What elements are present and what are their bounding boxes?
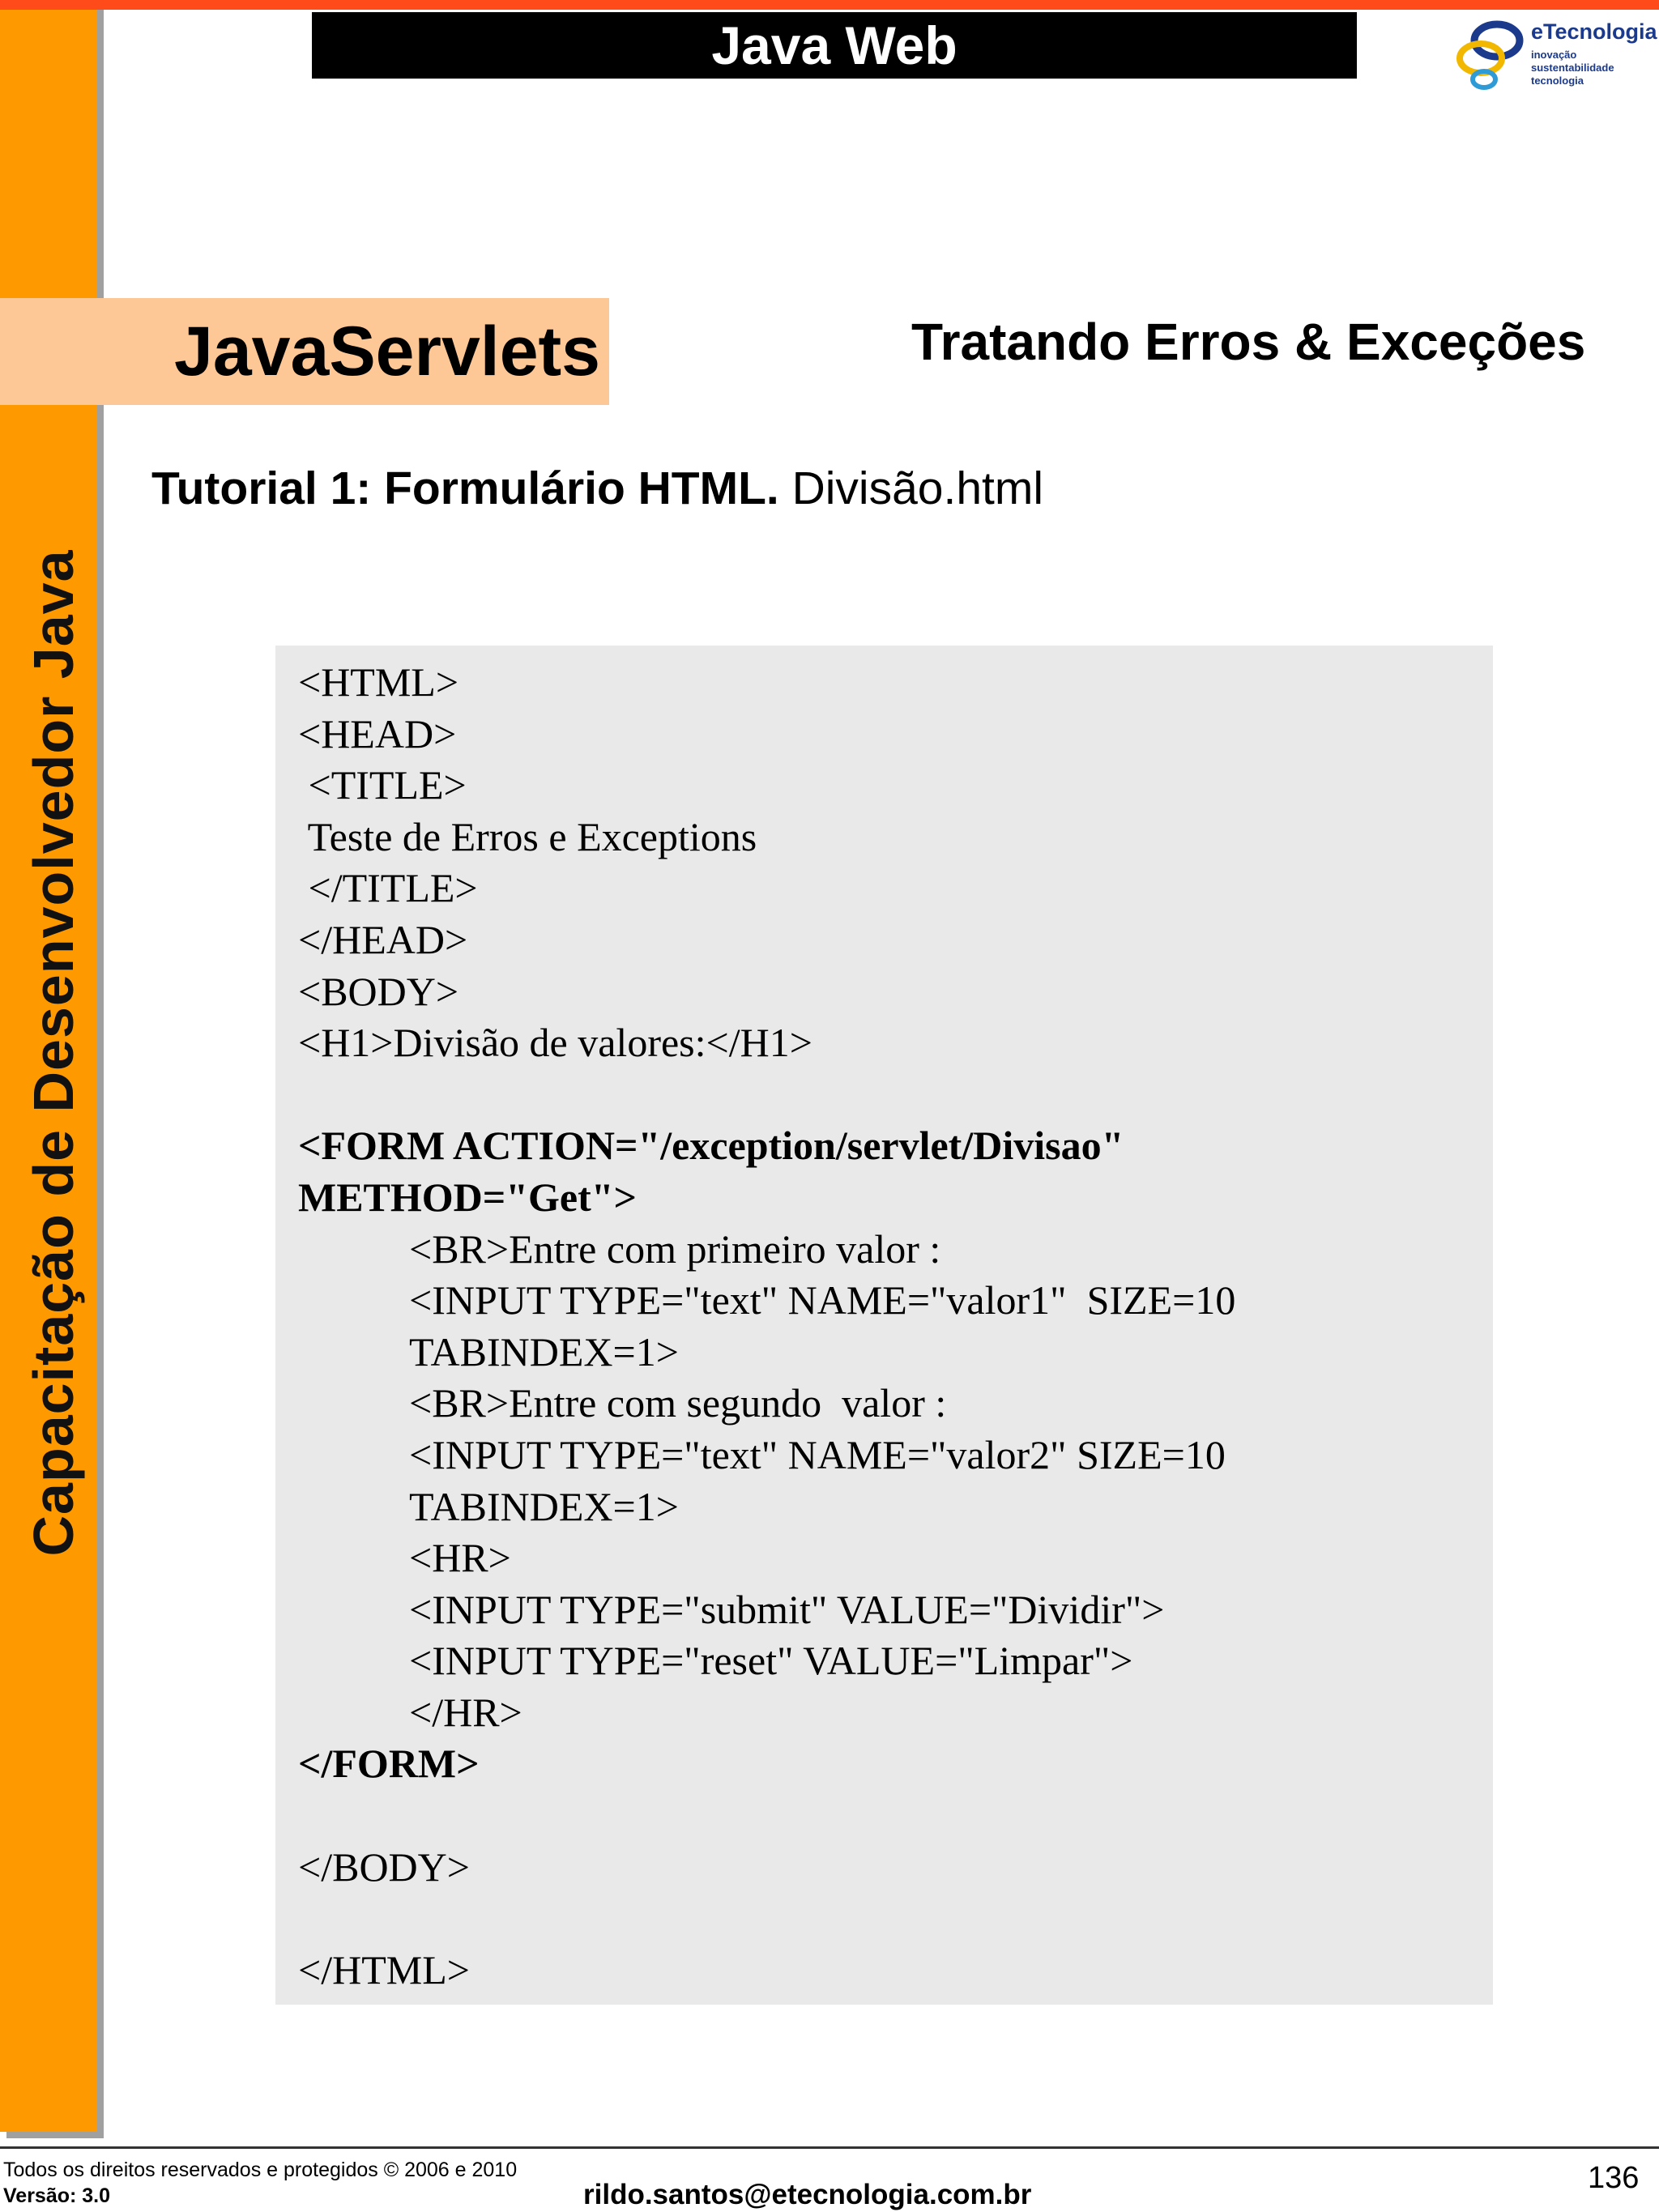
code-line: <TITLE> — [298, 762, 467, 808]
code-line: METHOD="Get"> — [298, 1174, 638, 1220]
logo-tagline: sustentabilidade — [1531, 62, 1614, 74]
tutorial-filename: Divisão.html — [791, 462, 1044, 514]
etecnologia-logo — [1450, 16, 1657, 97]
code-line-blank — [275, 1893, 1493, 1945]
tutorial-label: Tutorial 1: Formulário HTML. — [151, 462, 779, 514]
code-line: <FORM ACTION="/exception/servlet/Divisao" — [298, 1123, 1124, 1169]
code-line-blank — [275, 1790, 1493, 1842]
code-line: <HTML> — [298, 659, 459, 705]
tutorial-heading — [151, 462, 1043, 515]
subject-title: Tratando Erros & Exceções — [911, 313, 1586, 371]
code-line: <INPUT TYPE="reset" VALUE="Limpar"> — [409, 1638, 1133, 1684]
logo-rings-icon — [1450, 16, 1531, 97]
code-line: <INPUT TYPE="submit" VALUE="Dividir"> — [409, 1586, 1165, 1632]
header-title: Java Web — [312, 12, 1357, 79]
code-line: </HTML> — [298, 1946, 470, 1993]
side-bar-shadow-bottom — [6, 2132, 104, 2138]
page-number: 136 — [1588, 2161, 1640, 2195]
code-line: <BR>Entre com primeiro valor : — [409, 1225, 941, 1272]
footer-copyright: Todos os direitos reservados e protegidos © 2006 e 2010 — [3, 2159, 518, 2181]
logo-tagline: inovação — [1531, 49, 1577, 61]
code-line: <INPUT TYPE="text" NAME="valor2" SIZE=10 — [409, 1431, 1226, 1477]
section-title: JavaServlets — [174, 313, 600, 390]
code-line: <BODY> — [298, 968, 459, 1014]
code-listing — [275, 646, 1493, 2005]
code-line: <INPUT TYPE="text" NAME="valor1" SIZE=10 — [409, 1277, 1236, 1323]
code-line: </TITLE> — [298, 865, 478, 911]
footer-email: rildo.santos@etecnologia.com.br — [583, 2179, 1032, 2210]
logo-tagline: tecnologia — [1531, 75, 1584, 87]
sidebar-title: Capacitação de Desenvolvedor Java — [22, 549, 85, 1557]
logo-name: eTecnologia — [1531, 19, 1657, 44]
footer-divider — [0, 2146, 1659, 2149]
code-line: TABINDEX=1> — [409, 1483, 679, 1529]
code-line: <H1>Divisão de valores:</H1> — [298, 1020, 812, 1066]
code-line: </FORM> — [298, 1741, 480, 1787]
code-line: </BODY> — [298, 1843, 470, 1890]
code-line: </HEAD> — [298, 916, 468, 962]
code-line: </HR> — [409, 1689, 522, 1735]
code-line: Teste de Erros e Exceptions — [298, 813, 757, 859]
code-line: TABINDEX=1> — [409, 1328, 679, 1375]
code-line: <HEAD> — [298, 710, 457, 757]
code-line-blank — [275, 1069, 1493, 1121]
footer-version: Versão: 3.0 — [3, 2184, 111, 2207]
code-line: <HR> — [409, 1535, 511, 1581]
code-line: <BR>Entre com segundo valor : — [409, 1380, 947, 1426]
top-accent-stripe — [0, 0, 1659, 10]
